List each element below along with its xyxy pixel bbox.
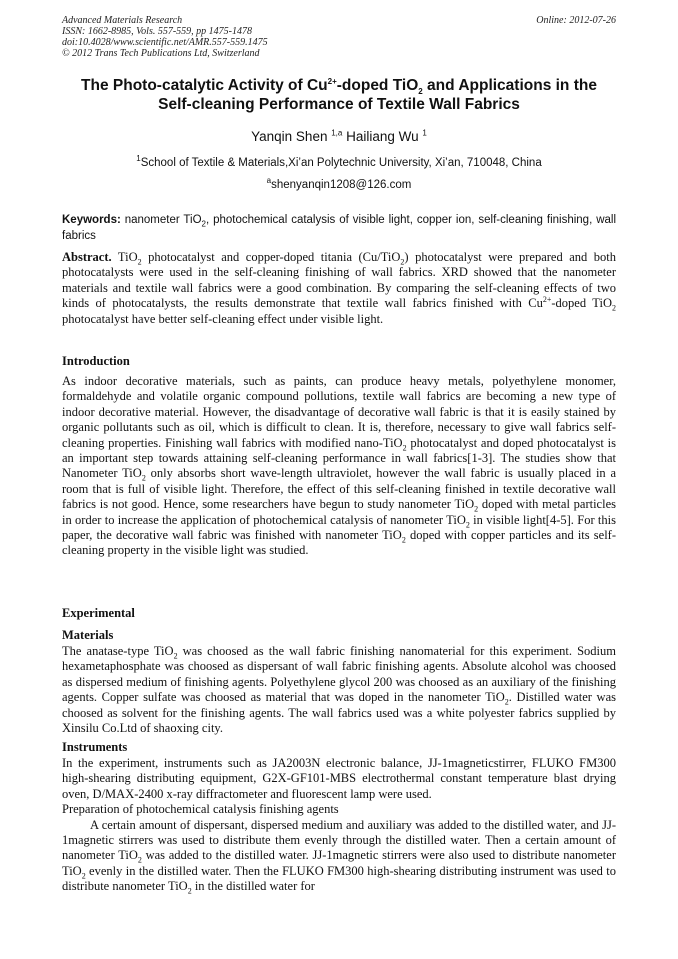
author-name: Yanqin Shen	[251, 129, 332, 144]
body-text: doped with metal particles in order to increase the application of photochemical catalysis of nanometer TiO	[62, 497, 616, 527]
affiliation-text: School of Textile & Materials,Xi’an Polytechnic University, Xi’an, 710048, China	[140, 157, 542, 169]
experimental-heading: Experimental	[62, 606, 135, 620]
abstract-text: -doped TiO	[551, 296, 612, 311]
title-subscript: 2	[418, 87, 423, 97]
keywords-text: , photochemical catalysis of visible light, copper ion, self-cleaning finishing, wall fabrics	[62, 214, 617, 242]
title-superscript: 2+	[327, 76, 337, 86]
body-text: doped with copper particles and its self-cleaning property in the visible light was studied.	[62, 528, 616, 558]
email-text: shenyanqin1208@126.com	[271, 179, 412, 191]
subscript: 2	[504, 697, 509, 707]
title-text: -doped TiO	[336, 77, 419, 94]
author-name: Hailiang Wu	[342, 129, 423, 144]
body-text: A certain amount of dispersant, dispersed medium and auxiliary was added to the distilled water, and JJ-1magnetic stirrers was used to distribute them evenly through the distilled water. Then a certain amount of nanometer TiO	[62, 817, 616, 863]
preparation-subheading: Preparation of photochemical catalysis finishing agents	[62, 802, 339, 817]
subscript: 2	[137, 257, 142, 267]
body-text: in visible light[4-5]. For this paper, the decorative wall fabric was finished with nanometer TiO	[62, 512, 616, 543]
affiliation-mark: 1	[136, 154, 141, 164]
body-text: As indoor decorative materials, such as paints, can produce heavy metals, polyethylene monomer, formaldehyde and volatile organic compound pollutions, textile wall fabrics are becoming a new type of indoor decorative material. However, the disadvantage of decorative wall fabric is that it is easily stained by organic pollutants such as oil, which is difficult to clean. It is, therefore, necessary to give wall fabrics self-cleaning properties. Finishing wall fabrics with modified nano-TiO	[62, 374, 616, 450]
body-text: was choosed as the wall fabric finishing nanomaterial for this experiment. Sodium hexametaphosphate was choosed as dispersant of wall fabric finishing agents. Absolute alcohol was choosed as dispersed medium of finishing agents. Polyethylene glycol 200 was choosed as an auxiliary of the finishing agents. Copper sulfate was choosed as material that was doped in the nanometer TiO	[62, 644, 616, 705]
keywords-label: Keywords:	[62, 214, 121, 226]
materials-body	[62, 644, 616, 736]
subscript: 2	[612, 303, 616, 313]
body-text: in the distilled water for	[191, 879, 315, 894]
subscript: 2	[201, 219, 206, 229]
subscript: 2	[401, 535, 406, 545]
materials-heading: Materials	[62, 628, 114, 642]
author-list	[0, 129, 678, 144]
subscript: 2	[137, 855, 142, 865]
introduction-body	[62, 374, 616, 559]
body-text: photocatalyst and doped photocatalyst is an important step towards attaining self-cleaning performance in wall fabrics[1-3]. The studies show that Nanometer TiO	[62, 435, 616, 481]
copyright-line: © 2012 Trans Tech Publications Ltd, Switzerland	[62, 48, 260, 59]
body-text: . Distilled water was choosed as solvent for the finishing agents. The wall fabrics used was a white polyester fabrics supplied by Xinsilu Co.Ltd of shaoxing city.	[62, 690, 616, 736]
issn-line: ISSN: 1662-8985, Vols. 557-559, pp 1475-1478	[62, 26, 252, 37]
journal-name: Advanced Materials Research	[62, 15, 183, 26]
abstract-label: Abstract.	[62, 250, 112, 264]
abstract-text: ) photocatalyst were prepared and both photocatalysts were used in the self-cleaning finishing of wall fabrics. XRD showed that the nanometer materials and textile wall fabrics were a good combination. By comparing the self-cleaning effects of two kinds of photocatalysts, the results demonstrate that textile wall fabrics finished with Cu	[62, 250, 616, 311]
subscript: 2	[141, 473, 146, 483]
author-email	[0, 176, 678, 191]
abstract-text: photocatalyst and copper-doped titania (Cu/TiO	[141, 250, 401, 264]
keywords-section	[62, 212, 616, 244]
instruments-heading: Instruments	[62, 740, 128, 754]
keywords-text: nanometer TiO	[120, 214, 202, 226]
subscript: 2	[173, 651, 178, 661]
subscript: 2	[465, 520, 470, 530]
abstract-text: TiO	[111, 250, 138, 264]
doi-line: doi:10.4028/www.scientific.net/AMR.557-559.1475	[62, 37, 268, 48]
abstract-section	[62, 250, 616, 327]
body-text: In the experiment, instruments such as JA2003N electronic balance, JJ-1magneticstirrer, FLUKO FM300 high-shearing distributing equipment, G2X-GF101-MBS electrothermal constant temperature blast drying oven, D/MAX-2400 x-ray diffractometer and fluorescent lamp were used.	[62, 756, 616, 801]
author-affiliation-mark: 1,a	[331, 128, 343, 138]
abstract-text: photocatalyst have better self-cleaning effect under visible light.	[62, 311, 384, 326]
body-text: evenly in the distilled water. Then the FLUKO FM300 high-shearing distributing instrument was used to distribute nanometer TiO	[62, 863, 616, 894]
online-date: Online: 2012-07-26	[536, 15, 616, 26]
preparation-body	[62, 818, 616, 895]
title-text: The Photo-catalytic Activity of Cu	[81, 77, 328, 94]
title-text: and Applications in the	[422, 77, 597, 94]
email-mark: a	[266, 176, 272, 186]
author-affiliation-mark: 1	[422, 128, 427, 138]
title-line-2: Self-cleaning Performance of Textile Wall Fabrics	[158, 96, 520, 113]
body-text: The anatase-type TiO	[62, 644, 174, 658]
superscript: 2+	[542, 295, 552, 305]
body-text: was added to the distilled water. JJ-1magnetic stirrers were also used to distribute nanometer TiO	[62, 848, 616, 878]
subscript: 2	[81, 871, 86, 881]
subscript: 2	[187, 886, 192, 896]
subscript: 2	[474, 504, 479, 514]
journal-metadata	[62, 15, 616, 59]
instruments-body	[62, 756, 616, 895]
body-text: only absorbs short wave-length ultraviolet, however the wall fabric is usually placed in a room that is full of visible light. Therefore, the effect of this self-cleaning finished in textile decorative wall fabrics is not good. Hence, some researchers have begun to study nanometer TiO	[62, 466, 617, 512]
subscript: 2	[400, 257, 405, 267]
introduction-heading: Introduction	[62, 354, 130, 368]
subscript: 2	[402, 443, 407, 453]
affiliation	[0, 154, 678, 169]
paper-title	[50, 76, 628, 114]
